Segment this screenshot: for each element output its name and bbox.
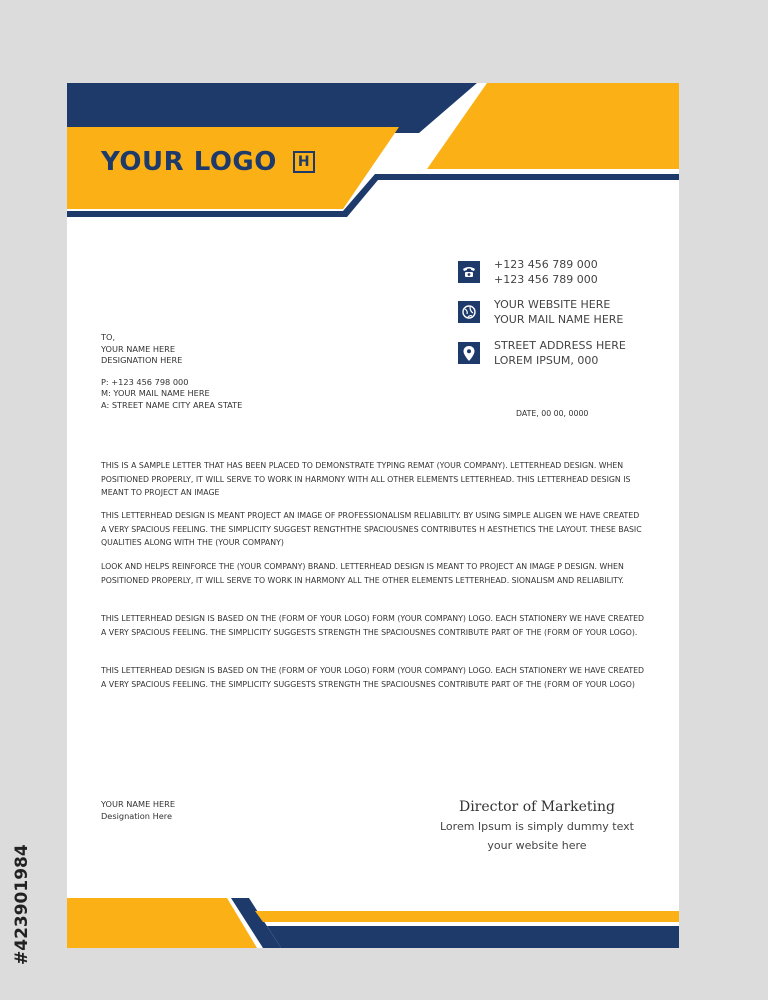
contact-address: STREET ADDRESS HERE LOREM IPSUM, 000 <box>458 338 678 370</box>
contact-phone: +123 456 789 000 +123 456 789 000 <box>458 257 678 289</box>
company-logo <box>101 147 315 177</box>
letterhead-page <box>67 83 679 948</box>
phone-icon <box>458 261 480 283</box>
footer-decoration <box>67 896 679 948</box>
body-paragraph: THIS LETTERHEAD DESIGN IS BASED ON THE (FORM OF YOUR LOGO) FORM (YOUR COMPANY) LOGO. EACH STATIONERY WE HAVE CREATED A VERY SPACIOUS FEELING. THE SIMPLICITY SUGGESTS STRENGTH THE SPACIOUSNES CONTRIBUTE PART OF THE (FORM OF YOUR LOGO). <box>101 614 645 637</box>
globe-icon <box>458 301 480 323</box>
body-paragraph: THIS IS A SAMPLE LETTER THAT HAS BEEN PLACED TO DEMONSTRATE TYPING REMAT (YOUR COMPANY). LETTERHEAD DESIGN. WHEN POSITIONED PROPERLY, IT WILL SERVE TO WORK IN HARMONY WITH ALL OTHER ELEMENTS LETTERHEAD. THIS LETTERHEAD DESIGN IS MEANT TO PROJECT AN IMAGE <box>101 461 631 497</box>
stock-id-watermark <box>5 740 35 970</box>
body-paragraph: THIS LETTERHEAD DESIGN IS MEANT PROJECT AN IMAGE OF PROFESSIONALISM RELIABILITY. BY USING SIMPLE ALIGEN WE HAVE CREATED A VERY SPACIOUS FEELING. THE SIMPLICITY SUGGEST RENGTHTHE SPACIOUSNES CONTRIBUTES H AESTHETICS THE LAYOUT. THESE BASIC QUALITIES ALONG WITH THE (YOUR COMPANY) <box>101 511 642 547</box>
signature-left: YOUR NAME HERE Designation Here <box>101 799 176 821</box>
stock-id-text: #423901984 <box>12 844 32 965</box>
logo-text: YOUR LOGO <box>101 147 277 177</box>
recipient-block: TO, YOUR NAME HERE DESIGNATION HERE P: +123 456 798 000 M: YOUR MAIL NAME HERE A: STREET NAME CITY AREA STATE <box>101 332 243 410</box>
logo-mark-icon: H <box>293 151 315 173</box>
signature-right: Director of Marketing Lorem Ipsum is simply dummy text your website here <box>440 799 634 852</box>
body-paragraph: LOOK AND HELPS REINFORCE THE (YOUR COMPANY) BRAND. LETTERHEAD DESIGN IS MEANT TO PROJECT AN IMAGE P DESIGN. WHEN POSITIONED PROPERLY, IT WILL SERVE TO WORK IN HARMONY ALL THE OTHER ELEMENTS LETTERHEAD. SIONALISM AND RELIABILITY. <box>101 562 624 585</box>
location-pin-icon <box>458 342 480 364</box>
letter-date: DATE, 00 00, 0000 <box>516 409 589 418</box>
contact-web: YOUR WEBSITE HERE YOUR MAIL NAME HERE <box>458 297 678 329</box>
body-paragraph: THIS LETTERHEAD DESIGN IS BASED ON THE (FORM OF YOUR LOGO) FORM (YOUR COMPANY) LOGO. EACH STATIONERY WE HAVE CREATED A VERY SPACIOUS FEELING. THE SIMPLICITY SUGGESTS STRENGTH THE SPACIOUSNES CONTRIBUTE PART OF THE (FORM OF YOUR LOGO) <box>101 666 645 689</box>
